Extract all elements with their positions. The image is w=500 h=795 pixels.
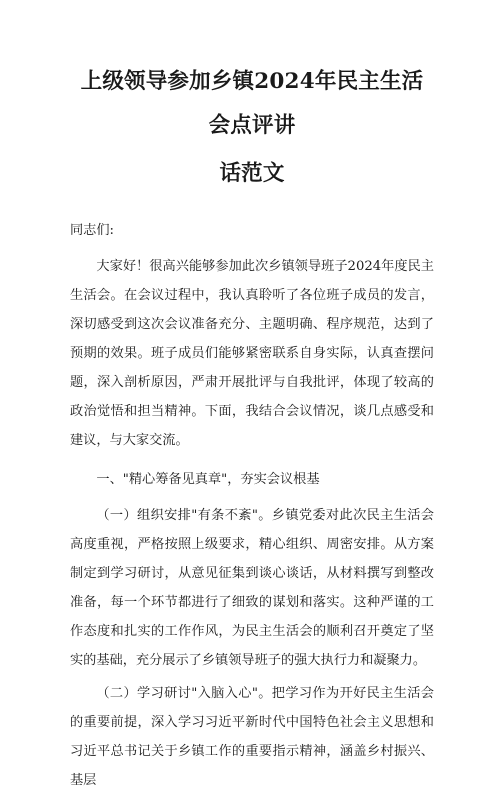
- title-line-1: 上级领导参加乡镇2024年民主生活会点评讲: [80, 69, 424, 138]
- paragraph-opening: 大家好！很高兴能够参加此次乡镇领导班子2024年度民主生活会。在会议过程中，我认真聆听了各位班子成员的发言，深切感受到这次会议准备充分、主题明确、程序规范，达到了预期的效果。班子成员们能够紧密联系自身实际，认真查摆问题，深入剖析原因，严肃开展批评与自我批评，体现了较高的政治觉悟和担当精神。下面，我结合会议情况，谈几点感受和建议，与大家交流。: [70, 259, 434, 448]
- paragraph-organization: （一）组织安排"有条不紊"。乡镇党委对此次民主生活会高度重视，严格按照上级要求，精心组织、周密安排。从方案制定到学习研讨，从意见征集到谈心谈话，从材料撰写到整改准备，每一个环节都进行了细致的谋划和落实。这种严谨的工作态度和扎实的工作作风，为民主生活会的顺利召开奠定了坚实的基础，充分展示了乡镇领导班子的强大执行力和凝聚力。: [70, 508, 434, 668]
- salutation: 同志们:: [70, 223, 115, 238]
- title-line-2: 话范文: [219, 161, 285, 186]
- document-title: [70, 60, 434, 196]
- paragraph-study: （二）学习研讨"入脑入心"。把学习作为开好民主生活会的重要前提，深入学习习近平新时代中国特色社会主义思想和习近平总书记关于乡镇工作的重要指示精神，涵盖乡村振兴、基层: [70, 686, 434, 788]
- section-heading-1: 一、"精心筹备见真章"，夯实会议根基: [96, 472, 320, 487]
